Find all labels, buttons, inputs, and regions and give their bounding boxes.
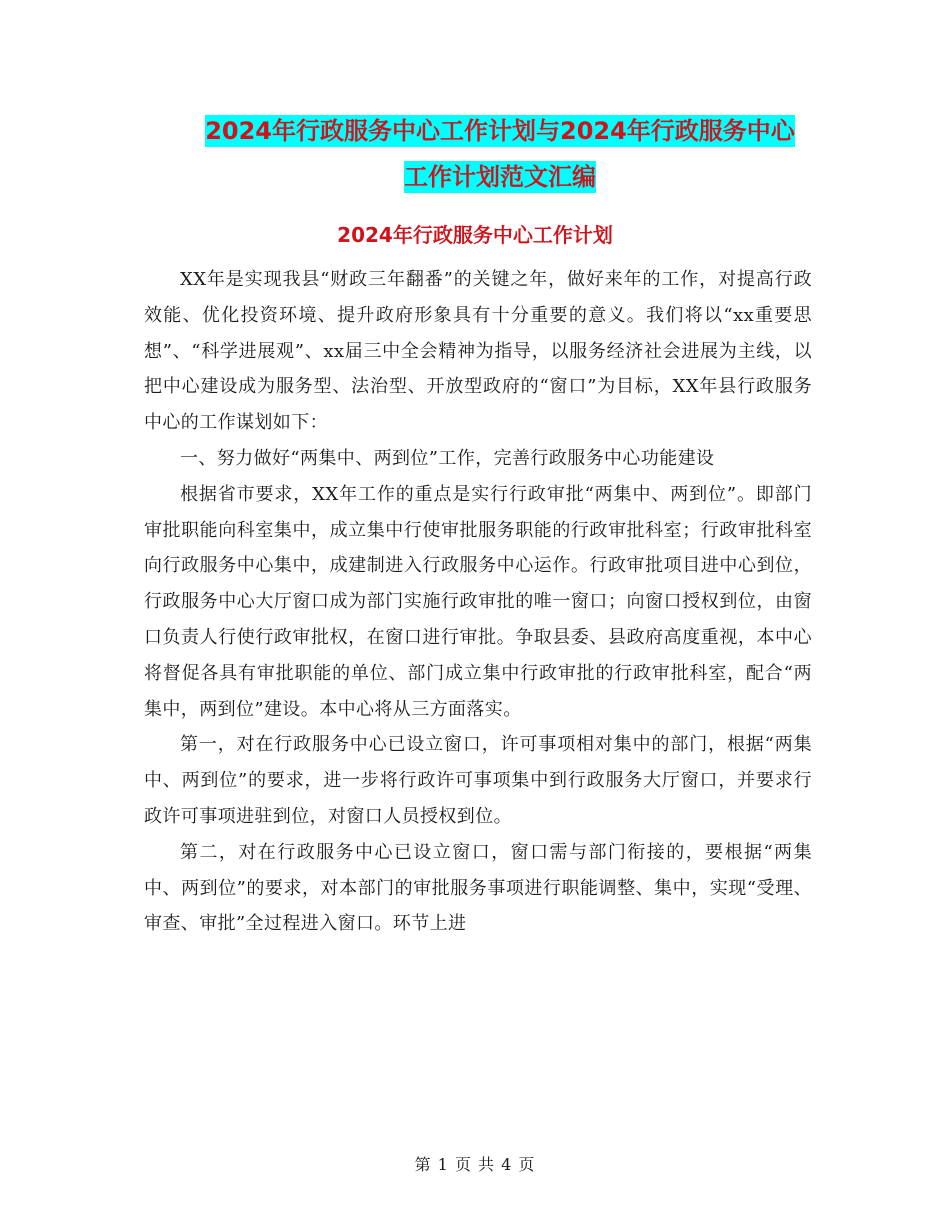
document-title-line1: 2024年行政服务中心工作计划与2024年行政服务中心 (205, 117, 795, 145)
paragraph: XX年是实现我县“财政三年翻番”的关键之年，做好来年的工作，对提高行政效能、优化投资环境、提升政府形象具有十分重要的意义。我们将以“xx重要思想”、“科学进展观”、xx届三中全会精神为指导，以服务经济社会进展为主线，以把中心建设成为服务型、法治型、开放型政府的“窗口”为目标，XX年县行政服务中心的工作谋划如下： (144, 269, 812, 434)
paragraph: 根据省市要求，XX年工作的重点是实行行政审批“两集中、两到位”。即部门审批职能向科室集中，成立集中行使审批服务职能的行政审批科室；行政审批科室向行政服务中心集中，成建制进入行政服务中心运作。行政审批项目进中心到位，行政服务中心大厅窗口成为部门实施行政审批的唯一窗口；向窗口授权到位，由窗口负责人行使行政审批权，在窗口进行审批。争取县委、县政府高度重视，本中心将督促各具有审批职能的单位、部门成立集中行政审批的行政审批科室，配合“两集中，两到位”建设。本中心将从三方面落实。 (144, 483, 812, 720)
paragraph-heading: 一、努力做好“两集中、两到位”工作，完善行政服务中心功能建设 (180, 447, 715, 469)
section-title: 2024年行政服务中心工作计划 (337, 223, 613, 247)
document-title-line2: 工作计划范文汇编 (404, 163, 596, 191)
paragraph: 第一，对在行政服务中心已设立窗口，许可事项相对集中的部门，根据“两集中、两到位”的要求，进一步将行政许可事项集中到行政服务大厅窗口，并要求行政许可事项进驻到位，对窗口人员授权到位。 (144, 734, 812, 827)
paragraph: 第二，对在行政服务中心已设立窗口，窗口需与部门衔接的，要根据“两集中、两到位”的要求，对本部门的审批服务事项进行职能调整、集中，实现“受理、审查、审批”全过程进入窗口。环节上进 (144, 841, 812, 935)
page-footer: 第 1 页 共 4 页 (414, 1155, 536, 1174)
document-body (144, 262, 812, 942)
document-title (140, 108, 860, 200)
